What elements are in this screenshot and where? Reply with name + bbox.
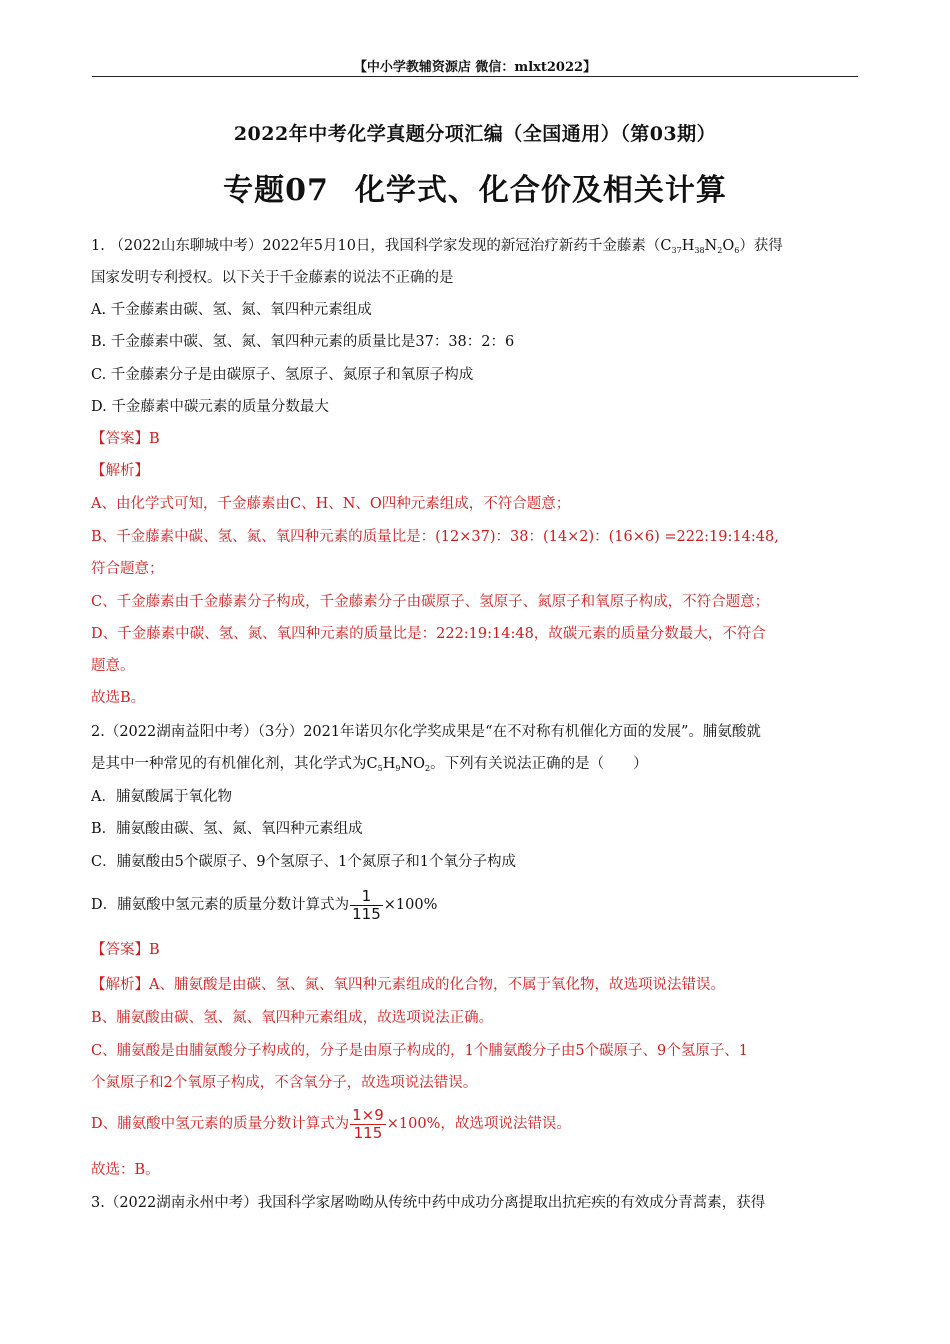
- q2-analysis-a: 【解析】A、脯氨酸是由碳、氢、氮、氧四种元素组成的化合物，不属于氧化物，故选项说法错误。: [91, 977, 725, 993]
- q1-analysis-label: 【解析】: [91, 463, 149, 479]
- q1-analysis-b: B、千金藤素中碳、氢、氮、氧四种元素的质量比是：(12×37)：38：(14×2)：(16×6) =222:19:14:48,: [91, 529, 779, 545]
- q1-option-b: B. 千金藤素中碳、氢、氮、氧四种元素的质量比是37：38：2：6: [91, 334, 515, 350]
- q2-analysis-d: D、脯氨酸中氢元素的质量分数计算式为 $\frac{1\times 9}{115}$ ×100%，故选项说法错误。: [91, 1105, 571, 1142]
- q2-option-b: B．脯氨酸由碳、氢、氮、氧四种元素组成: [91, 821, 363, 837]
- q2-option-a: A．脯氨酸属于氧化物: [91, 789, 232, 805]
- q1-option-a: A. 千金藤素由碳、氢、氮、氧四种元素组成: [91, 302, 372, 318]
- q1-option-c: C. 千金藤素分子是由碳原子、氢原子、氮原子和氧原子构成: [91, 367, 474, 383]
- q1-answer: 【答案】B: [91, 431, 160, 447]
- q2-option-d-fraction: $\frac{1}{115}$: [352, 886, 381, 923]
- document-title: [0, 165, 950, 209]
- q2-option-d: D．脯氨酸中氢元素的质量分数计算式为 $\frac{1}{115}$ ×100%: [91, 886, 438, 923]
- q2-option-c: C．脯氨酸由5个碳原子、9个氢原子、1个氮原子和1个氧分子构成: [91, 854, 516, 870]
- q1-analysis-d-cont: 题意。: [91, 658, 135, 674]
- q2-conclusion: 故选：B。: [91, 1162, 160, 1178]
- title-topic-name: 化学式、化合价及相关计算: [354, 173, 727, 208]
- q2-stem-line-2: 是其中一种常见的有机催化剂，其化学式为$C_5H_9NO_2$。下列有关说法正确的是（ ）: [91, 756, 648, 773]
- q2-analysis-c-cont: 个氮原子和2个氧原子构成，不含氧分子，故选项说法错误。: [91, 1075, 478, 1091]
- document-subtitle: 2022年中考化学真题分项汇编（全国通用）（第03期）: [233, 123, 717, 145]
- q1-analysis-a: A、由化学式可知，千金藤素由C、H、N、O四种元素组成，不符合题意；: [91, 496, 571, 512]
- q3-stem-line-1: 3.（2022湖南永州中考）我国科学家屠呦呦从传统中药中成功分离提取出抗疟疾的有效成分青蒿素，获得: [91, 1195, 766, 1211]
- title-topic-number: 专题07: [223, 173, 329, 208]
- q1-analysis-c: C、千金藤素由千金藤素分子构成，千金藤素分子由碳原子、氢原子、氮原子和氧原子构成，不符合题意；: [91, 594, 770, 610]
- q1-option-d: D. 千金藤素中碳元素的质量分数最大: [91, 399, 329, 415]
- q1-stem-line-2: 国家发明专利授权。以下关于千金藤素的说法不正确的是: [91, 270, 454, 286]
- q2-analysis-b: B、脯氨酸由碳、氢、氮、氧四种元素组成，故选项说法正确。: [91, 1010, 494, 1026]
- q2-analysis-d-fraction: $\frac{1\times 9}{115}$: [352, 1105, 384, 1142]
- q2-answer: 【答案】B: [91, 942, 160, 958]
- q1-stem-line-1: 1. （2022山东聊城中考）2022年5月10日，我国科学家发现的新冠治疗新药千金藤素$(C_{37}H_{38}N_2O_6)$获得: [91, 238, 783, 255]
- header-divider: [92, 76, 858, 77]
- page-header: 【中小学教辅资源店 微信：mlxt2022】: [353, 60, 597, 75]
- q2-stem-line-1: 2.（2022湖南益阳中考）（3分）2021年诺贝尔化学奖成果是“在不对称有机催化方面的发展”。脯氨酸就: [91, 724, 761, 740]
- q1-analysis-b-cont: 符合题意；: [91, 561, 164, 577]
- q1-conclusion: 故选B。: [91, 690, 146, 706]
- q2-analysis-c: C、脯氨酸是由脯氨酸分子构成的，分子是由原子构成的，1个脯氨酸分子由5个碳原子、9个氢原子、1: [91, 1043, 748, 1059]
- q1-analysis-d: D、千金藤素中碳、氢、氮、氧四种元素的质量比是：222:19:14:48，故碳元素的质量分数最大，不符合: [91, 626, 766, 642]
